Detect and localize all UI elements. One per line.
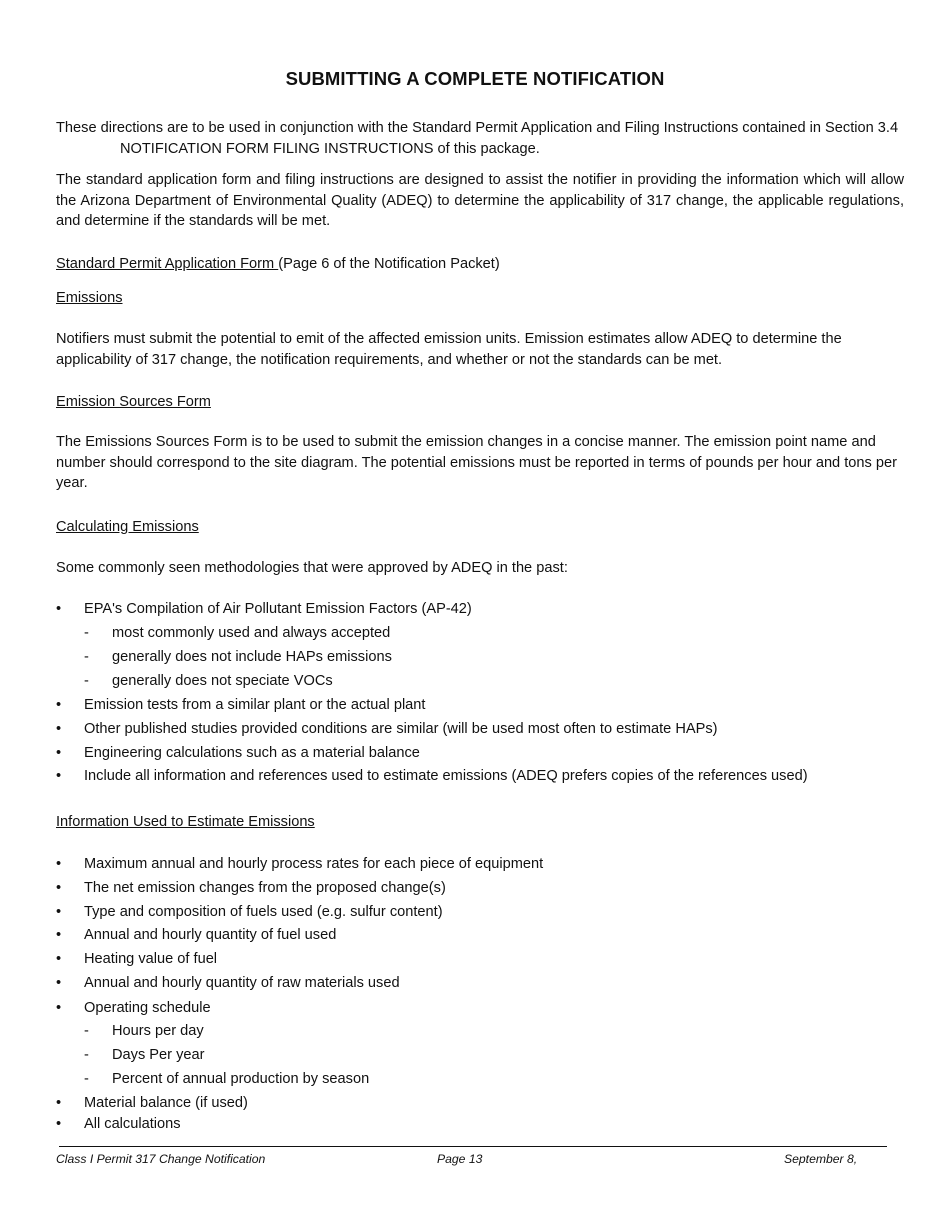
- dash-symbol: -: [84, 1047, 89, 1063]
- bullet-symbol: •: [56, 721, 62, 737]
- bullet-symbol: •: [56, 745, 62, 761]
- page-title: SUBMITTING A COMPLETE NOTIFICATION: [285, 68, 665, 89]
- sub-list-item-text: generally does not speciate VOCs: [112, 673, 333, 689]
- emissions-paragraph: Notifiers must submit the potential to emit of the affected emission units. Emission estimates allow ADEQ to determine the applicability of 317 change, the notification requirements, and whether or not the standards can be met.: [56, 331, 842, 368]
- list-item-text: EPA's Compilation of Air Pollutant Emission Factors (AP-42): [84, 601, 472, 617]
- bullet-symbol: •: [56, 904, 62, 920]
- bullet-symbol: •: [56, 601, 62, 617]
- footer-divider: [59, 1146, 887, 1147]
- list-item-text: Emission tests from a similar plant or the actual plant: [84, 697, 426, 713]
- emission-sources-paragraph: The Emissions Sources Form is to be used to submit the emission changes in a concise manner. The emission point name and number should correspond to the site diagram. The potential emissions must be reported in terms of pounds per hour and tons per year.: [56, 434, 897, 492]
- emissions-heading: Emissions: [56, 290, 123, 306]
- calculating-heading: Calculating Emissions: [56, 519, 199, 535]
- bullet-symbol: •: [56, 768, 62, 784]
- list-item-text: Operating schedule: [84, 1000, 211, 1016]
- intro-paragraph-2: The standard application form and filing instructions are designed to assist the notifier in providing the information which will allow the Arizona Department of Environmental Quality (ADEQ) to determine the applicability of 317 change, the applicable regulations, and determine if the standards will be met.: [56, 172, 904, 230]
- standard-form-note: (Page 6 of the Notification Packet): [278, 256, 500, 272]
- intro-paragraph-1: [56, 118, 904, 159]
- dash-symbol: -: [84, 1071, 89, 1087]
- footer-page-number: Page 13: [437, 1152, 483, 1166]
- bullet-symbol: •: [56, 880, 62, 896]
- sub-list-item-text: Hours per day: [112, 1023, 204, 1039]
- intro-paragraph-1-part1: These directions are to be used in conjunction with the Standard Permit Application and Filing Instructions contained in Section 3.4: [56, 120, 899, 136]
- bullet-symbol: •: [56, 927, 62, 943]
- intro-paragraph-1-part2: NOTIFICATION FORM FILING INSTRUCTIONS of this package.: [120, 140, 540, 157]
- list-item-text: Maximum annual and hourly process rates for each piece of equipment: [84, 856, 544, 872]
- bullet-symbol: •: [56, 951, 62, 967]
- list-item-text: Other published studies provided conditions are similar (will be used most often to estimate HAPs): [84, 721, 718, 737]
- standard-form-title: Standard Permit Application Form: [56, 256, 279, 272]
- bullet-symbol: •: [56, 975, 62, 991]
- footer-date: September 8,: [784, 1152, 858, 1166]
- sub-list-item-text: generally does not include HAPs emissions: [112, 649, 392, 665]
- sub-list-item-text: Days Per year: [112, 1047, 205, 1063]
- bullet-symbol: •: [56, 1000, 62, 1016]
- list-item-text: Heating value of fuel: [84, 951, 218, 967]
- bullet-symbol: •: [56, 856, 62, 872]
- list-item-text: The net emission changes from the proposed change(s): [84, 880, 446, 896]
- footer-document-title: Class I Permit 317 Change Notification: [56, 1152, 266, 1166]
- sub-list-item-text: Percent of annual production by season: [112, 1071, 370, 1087]
- list-item-text: Type and composition of fuels used (e.g. sulfur content): [84, 904, 443, 920]
- list-item-text: Engineering calculations such as a material balance: [84, 745, 420, 761]
- emission-sources-heading: Emission Sources Form: [56, 394, 211, 410]
- list-item-text: All calculations: [84, 1116, 181, 1132]
- sub-list-item-text: most commonly used and always accepted: [112, 625, 391, 641]
- bullet-symbol: •: [56, 1116, 62, 1132]
- dash-symbol: -: [84, 649, 89, 665]
- dash-symbol: -: [84, 673, 89, 689]
- list-item-text: Material balance (if used): [84, 1095, 248, 1111]
- bullet-symbol: •: [56, 1095, 62, 1111]
- information-heading: Information Used to Estimate Emissions: [56, 814, 315, 830]
- calculating-intro: Some commonly seen methodologies that were approved by ADEQ in the past:: [56, 560, 568, 576]
- standard-form-heading: [56, 254, 500, 274]
- list-item-text: Annual and hourly quantity of fuel used: [84, 927, 337, 943]
- list-item-text: Include all information and references used to estimate emissions (ADEQ prefers copies of the references used): [84, 768, 808, 784]
- dash-symbol: -: [84, 625, 89, 641]
- dash-symbol: -: [84, 1023, 89, 1039]
- bullet-symbol: •: [56, 697, 62, 713]
- list-item-text: Annual and hourly quantity of raw materials used: [84, 975, 400, 991]
